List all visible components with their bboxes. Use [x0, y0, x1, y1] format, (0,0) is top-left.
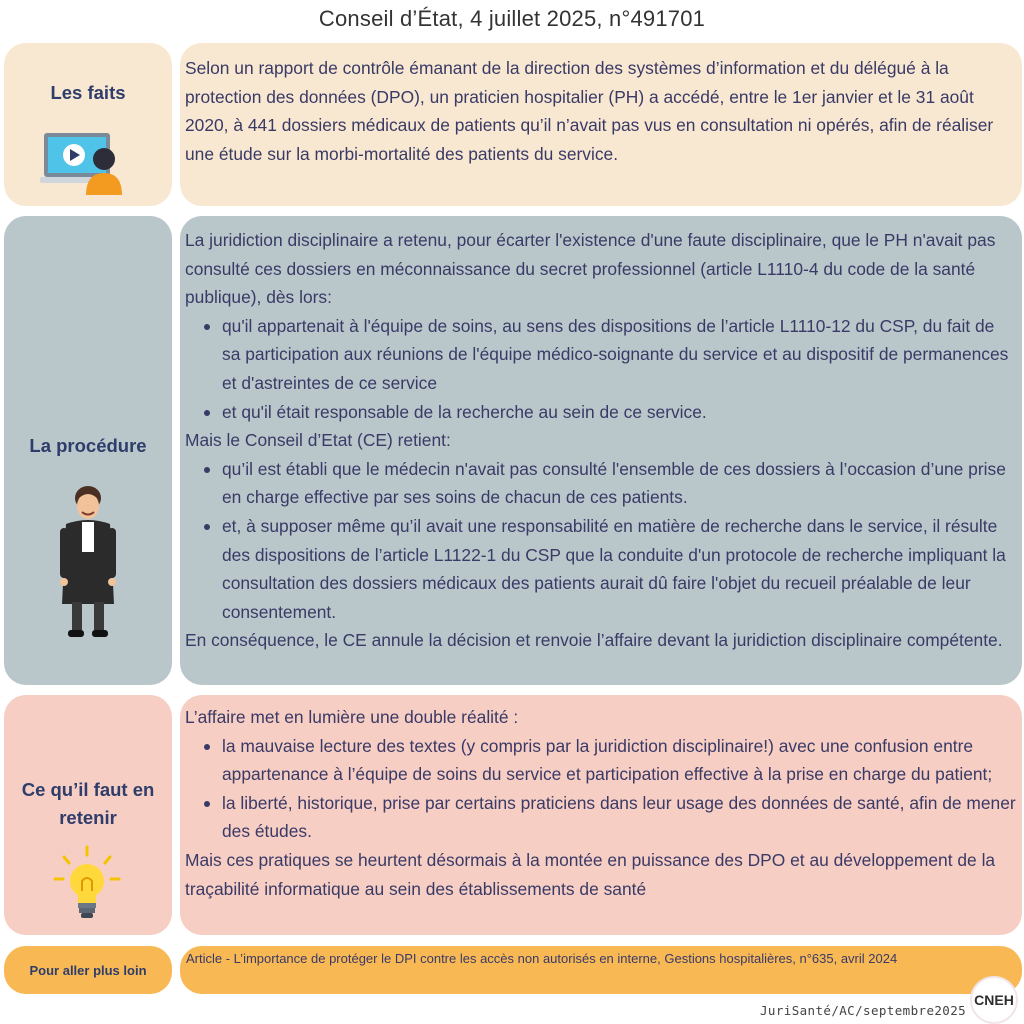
procedure-label-panel: [4, 216, 172, 685]
procedure-intro: La juridiction disciplinaire a retenu, pour écarter l'existence d'une faute disciplinaire, que le PH n'avait pas consulté ces dossiers en méconnaissance du secret professionnel (article L1110-4 du code de la santé publique), dès lors:: [185, 230, 996, 308]
faits-label-panel: [4, 43, 172, 206]
retenir-label: Ce qu’il faut en retenir: [21, 779, 155, 828]
faits-label: Les faits: [50, 82, 126, 103]
procedure-conclusion: En conséquence, le CE annule la décision et renvoie l’affaire devant la juridiction disciplinaire compétente.: [185, 630, 1003, 651]
procedure-panel: [180, 216, 1022, 685]
article-link[interactable]: Article - L’importance de protéger le DPI contre les accès non autorisés en interne, Gestions hospitalières, n°635, avril 2024: [186, 951, 898, 966]
list-item: la mauvaise lecture des textes (y compris par la juridiction disciplinaire!) avec une confusion entre appartenance à l’équipe de soins du service et participation effective à la prise en charge du patient;: [200, 732, 1016, 789]
list-item: et qu'il était responsable de la recherche au sein de ce service.: [200, 398, 1016, 427]
more-panel[interactable]: [180, 946, 1022, 994]
faits-panel: [180, 43, 1022, 206]
cneh-logo: [970, 976, 1018, 1024]
procedure-bullets-1: [185, 312, 1016, 426]
list-item: et, à supposer même qu’il avait une responsabilité en matière de recherche dans le service, il résulte des dispositions de l’article L1122-1 du CSP que la conduite d'un protocole de recherche impliquant la consultation des dossiers médicaux des patients aurait dû faire l'objet du recueil préalable de leur consentement.: [200, 512, 1016, 626]
logo-text: CNEH: [974, 992, 1014, 1008]
list-item: qu'il appartenait à l'équipe de soins, au sens des dispositions de l’article L1110-12 du CSP, du fait de sa participation aux réunions de l'équipe médico-soignante du service et au dispositif de permanences et d'astreintes de ce service: [200, 312, 1016, 398]
procedure-bullets-2: [185, 455, 1016, 627]
procedure-middle: Mais le Conseil d’Etat (CE) retient:: [185, 430, 451, 451]
retenir-bullets: [185, 732, 1016, 846]
footer-credit: JuriSanté/AC/septembre2025: [760, 1003, 967, 1018]
retenir-conclusion: Mais ces pratiques se heurtent désormais à la montée en puissance des DPO et au développement de la traçabilité informatique au sein des établissements de santé: [185, 849, 996, 899]
video-lesson-icon: [40, 129, 130, 199]
lawyer-icon: [56, 484, 120, 644]
more-label-panel: [4, 946, 172, 994]
faits-text: Selon un rapport de contrôle émanant de la direction des systèmes d’information et du délégué à la protection des données (DPO), un praticien hospitalier (PH) a accédé, entre le 1er janvier et le 31 août 2020, à 441 dossiers médicaux de patients qu’il n’avait pas vus en consultation ni opérés, afin de réaliser une étude sur la morbi-mortalité des patients du service.: [185, 58, 994, 164]
retenir-panel: [180, 695, 1022, 935]
lightbulb-icon: [52, 845, 122, 925]
list-item: la liberté, historique, prise par certains praticiens dans leur usage des données de santé, afin de mener des études.: [200, 789, 1016, 846]
more-label: Pour aller plus loin: [29, 962, 147, 978]
list-item: qu’il est établi que le médecin n'avait pas consulté l'ensemble de ces dossiers à l’occasion d’une prise en charge effective par ses soins de chacun de ces patients.: [200, 455, 1016, 512]
retenir-intro: L’affaire met en lumière une double réalité :: [185, 707, 519, 727]
retenir-label-panel: [4, 695, 172, 935]
procedure-label: La procédure: [29, 435, 147, 456]
page-title: Conseil d’État, 4 juillet 2025, n°491701: [318, 6, 706, 31]
